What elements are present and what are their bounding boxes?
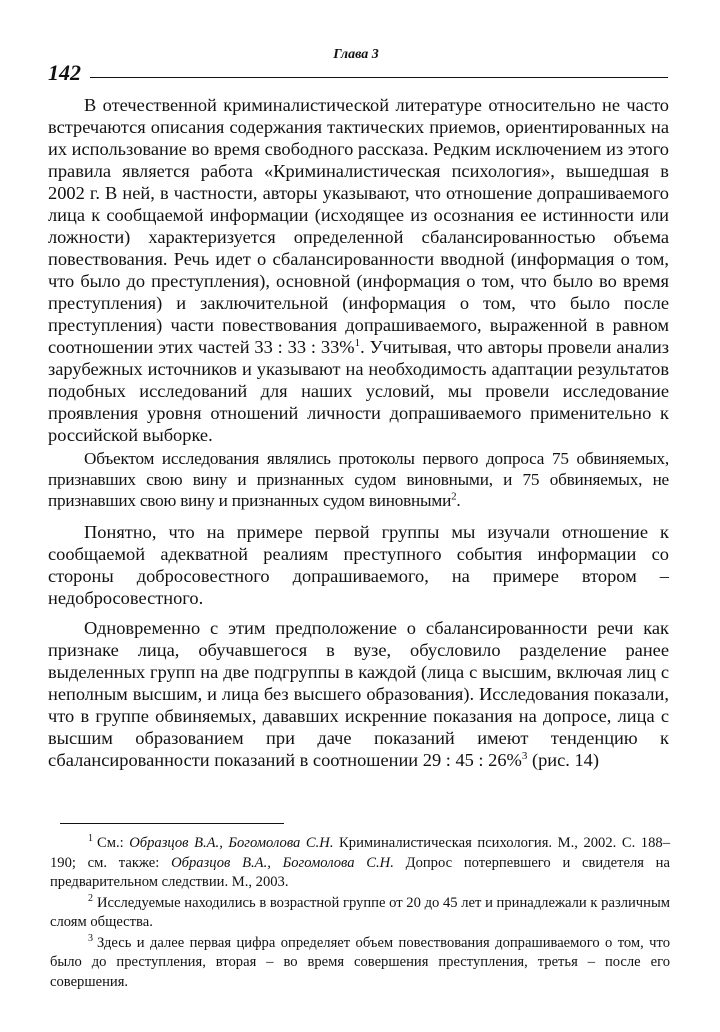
footnote-ref-1[interactable]: 1 — [354, 336, 361, 349]
footnote-1-source-a: Криминалистическая психология. М., 2002. С. 188–190; см. также: — [50, 835, 670, 871]
paragraph-2-tail: . — [456, 491, 461, 510]
footnote-1 — [50, 834, 670, 893]
footnote-3-text: Здесь и далее первая цифра определяет объем повествования допрашиваемого о том, что было до преступления, вторая – во время совершения преступления, третья – после его совершения. — [50, 934, 670, 990]
paragraph-4 — [48, 617, 669, 771]
footnotes — [50, 834, 670, 993]
footnote-3 — [50, 934, 670, 993]
footnote-1-source-b: Допрос потерпевшего и свидетеля на предварительном следствии. М., 2003. — [50, 854, 670, 890]
paragraph-4-text: Одновременно с этим предположение о сбалансированности речи как признаке лица, обучавшегося в вузе, обусловило разделение ранее выделенных групп на две подгруппы в каждой (лица с высшим, включая лиц с неполным высшим, и лица без высшего образования). Исследования показали, что в группе обвиняемых, дававших искренние показания на допросе, лица с высшим образованием при даче показаний имеют тенденцию к сбалансированности показаний в соотношении 29 : 45 : 26% — [48, 618, 669, 770]
footnote-ref-2[interactable]: 2 — [451, 490, 457, 503]
footnote-separator — [60, 823, 284, 824]
footnote-3-mark: 3 — [88, 932, 93, 944]
footnote-2-text: Исследуемые находились в возрастной группе от 20 до 45 лет и принадлежали к различным слоям общества. — [50, 894, 670, 930]
footnote-1-mark: 1 — [88, 833, 93, 845]
paragraph-1-text: В отечественной криминалистической литературе относительно не часто встречаются описания содержания тактических приемов, ориентированных на их использование во время свободного рассказа. Редким исключением из этого правила является работа «Криминалистическая психология», вышедшая в 2002 г. В ней, в частности, авторы указывают, что отношение допрашиваемого лица к сообщаемой информации (исходящее из осознания ее истинности или ложности) характеризуется определенной сбалансированностью объема повествования. Речь идет о сбалансированности вводной (информация о том, что было до преступления), основной (информация о том, что было во время преступления) и заключительной (информация о том, что было после преступления) части повествования допрашиваемого, выраженной в равном соотношении этих частей 33 : 33 : 33% — [48, 95, 669, 357]
paragraph-1-tail: . Учитывая, что авторы провели анализ зарубежных источников и указывают на необходимость адаптации результатов подобных исследований для наших условий, мы провели исследование проявления уровня отношений личности допрашиваемого применительно к российской выборке. — [48, 337, 669, 445]
paragraph-3 — [48, 521, 669, 609]
paragraph-4-tail: (рис. 14) — [527, 750, 599, 770]
footnote-1-authors-b: Образцов В.А., Богомолова С.Н. — [171, 854, 394, 871]
running-header — [44, 36, 668, 86]
footnote-1-authors-a: Образцов В.А., Богомолова С.Н. — [129, 835, 334, 851]
footnote-1-lead: См.: — [97, 835, 130, 851]
footnote-2-mark: 2 — [88, 892, 93, 904]
footnote-2 — [50, 894, 670, 933]
main-text — [48, 94, 669, 771]
chapter-title: Глава 3 — [333, 47, 379, 62]
header-rule — [90, 77, 668, 78]
paragraph-3-text: Понятно, что на примере первой группы мы изучали отношение к сообщаемой адекватной реалиям преступного события информации со стороны добросовестного допрашиваемого, на примере втором – недобросовестного. — [48, 522, 669, 608]
footnote-ref-3[interactable]: 3 — [521, 749, 528, 762]
page-number: 142 — [48, 60, 81, 85]
paragraph-2-text: Объектом исследования являлись протоколы первого допроса 75 обвиняемых, признавших свою вину и признанных судом виновными, и 75 обвиняемых, не признавших свою вину и признанных судом виновными — [48, 449, 669, 510]
paragraph-2 — [48, 448, 669, 511]
paragraph-1 — [48, 94, 669, 446]
